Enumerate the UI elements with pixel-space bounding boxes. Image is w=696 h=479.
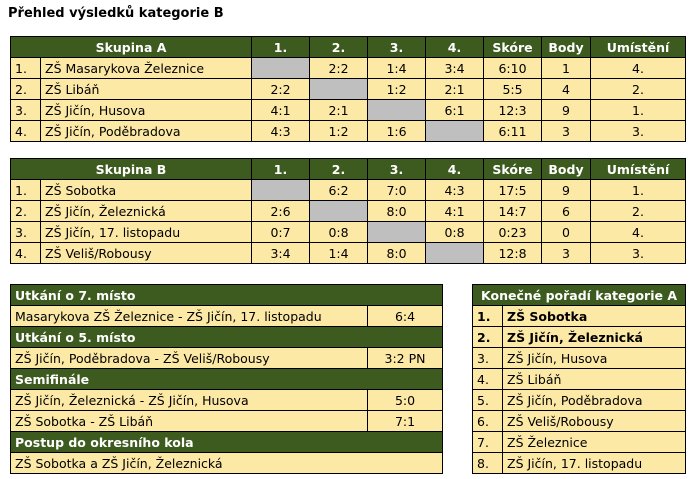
score: 6:10 <box>484 58 542 79</box>
match-result: 7:1 <box>368 411 443 432</box>
section-header: Semifinále <box>11 369 443 390</box>
match-result: 1:2 <box>310 121 368 142</box>
column-header: 2. <box>310 159 368 180</box>
match-result: 2:1 <box>310 100 368 121</box>
score: 12:8 <box>484 243 542 264</box>
match-result: 1:4 <box>368 58 426 79</box>
matches-table <box>10 284 443 474</box>
match-result: 1:6 <box>368 121 426 142</box>
match-row <box>11 390 443 411</box>
team-name: ZŠ Jičín, Husova <box>41 100 252 121</box>
standing-team: ZŠ Jičín, 17. listopadu <box>503 453 686 474</box>
column-header: 4. <box>426 159 484 180</box>
group-b-table <box>10 158 686 264</box>
column-header: Umístění <box>591 37 686 58</box>
standing-team: ZŠ Železnice <box>503 432 686 453</box>
row-number: 2. <box>11 201 41 222</box>
score: 12:3 <box>484 100 542 121</box>
team-name: ZŠ Veliš/Robousy <box>41 243 252 264</box>
section-header-row <box>11 327 443 348</box>
section-header-row <box>11 285 443 306</box>
score: 5:5 <box>484 79 542 100</box>
placement: 3. <box>591 121 686 142</box>
match-result: 3:4 <box>426 58 484 79</box>
section-header: Utkání o 7. místo <box>11 285 443 306</box>
team-name: ZŠ Jičín, Železnická <box>41 201 252 222</box>
standing-row <box>473 327 686 348</box>
match-label: ZŠ Jičín, Poděbradova - ZŠ Veliš/Robousy <box>11 348 368 369</box>
group-b-header-row <box>11 159 686 180</box>
page-title: Přehled výsledků kategorie B <box>8 6 224 21</box>
points: 9 <box>542 180 591 201</box>
score: 0:23 <box>484 222 542 243</box>
points: 1 <box>542 58 591 79</box>
table-row <box>11 201 686 222</box>
match-label: ZŠ Sobotka - ZŠ Libáň <box>11 411 368 432</box>
score: 14:7 <box>484 201 542 222</box>
table-row <box>11 121 686 142</box>
match-result: 3:2 PN <box>368 348 443 369</box>
row-number: 3. <box>11 100 41 121</box>
column-header: 3. <box>368 37 426 58</box>
match-result: 0:8 <box>310 222 368 243</box>
points: 9 <box>542 100 591 121</box>
points: 6 <box>542 201 591 222</box>
placement: 2. <box>591 201 686 222</box>
standing-row <box>473 306 686 327</box>
row-number: 1. <box>11 180 41 201</box>
match-result: 6:1 <box>426 100 484 121</box>
match-row <box>11 348 443 369</box>
group-a-body <box>11 58 686 142</box>
row-number: 1. <box>11 58 41 79</box>
row-number: 3. <box>11 222 41 243</box>
section-header: Utkání o 5. místo <box>11 327 443 348</box>
team-name: ZŠ Jičín, Poděbradova <box>41 121 252 142</box>
standing-rank: 2. <box>473 327 503 348</box>
standing-rank: 7. <box>473 432 503 453</box>
match-result: 4:1 <box>252 100 310 121</box>
standing-team: ZŠ Sobotka <box>503 306 686 327</box>
standing-team: ZŠ Jičín, Poděbradova <box>503 390 686 411</box>
row-number: 2. <box>11 79 41 100</box>
standing-rank: 8. <box>473 453 503 474</box>
final-standings-table <box>472 284 686 474</box>
section-header-row <box>11 432 443 453</box>
group-name: Skupina B <box>11 159 252 180</box>
match-result: 7:0 <box>368 180 426 201</box>
section-header: Postup do okresního kola <box>11 432 443 453</box>
standing-team: ZŠ Veliš/Robousy <box>503 411 686 432</box>
empty-cell <box>426 121 484 142</box>
match-result: 6:4 <box>368 306 443 327</box>
table-row <box>11 180 686 201</box>
column-header: Body <box>542 159 591 180</box>
group-a-table <box>10 36 686 142</box>
section-header-row <box>11 369 443 390</box>
empty-cell <box>310 79 368 100</box>
match-result: 2:6 <box>252 201 310 222</box>
row-number: 4. <box>11 121 41 142</box>
column-header: Body <box>542 37 591 58</box>
placement: 2. <box>591 79 686 100</box>
standing-row <box>473 453 686 474</box>
points: 0 <box>542 222 591 243</box>
column-header: 1. <box>252 37 310 58</box>
standing-row <box>473 348 686 369</box>
placement: 4. <box>591 222 686 243</box>
points: 3 <box>542 121 591 142</box>
empty-cell <box>310 201 368 222</box>
match-result: 0:7 <box>252 222 310 243</box>
match-result: 0:8 <box>426 222 484 243</box>
match-row <box>11 453 443 474</box>
match-result: 4:1 <box>426 201 484 222</box>
column-header: Skóre <box>484 37 542 58</box>
column-header: 1. <box>252 159 310 180</box>
match-result: 4:3 <box>426 180 484 201</box>
match-result: 8:0 <box>368 201 426 222</box>
table-row <box>11 222 686 243</box>
match-result: 2:2 <box>252 79 310 100</box>
score: 17:5 <box>484 180 542 201</box>
placement: 1. <box>591 180 686 201</box>
table-row <box>11 100 686 121</box>
standing-rank: 1. <box>473 306 503 327</box>
empty-cell <box>252 58 310 79</box>
matches-body <box>11 285 443 474</box>
points: 4 <box>542 79 591 100</box>
standing-row <box>473 411 686 432</box>
placement: 1. <box>591 100 686 121</box>
points: 3 <box>542 243 591 264</box>
final-standings-body <box>473 306 686 474</box>
table-row <box>11 79 686 100</box>
match-result: 3:4 <box>252 243 310 264</box>
placement: 4. <box>591 58 686 79</box>
standing-rank: 5. <box>473 390 503 411</box>
final-standings-header: Konečné pořadí kategorie A <box>473 285 686 306</box>
empty-cell <box>368 100 426 121</box>
match-result: 1:4 <box>310 243 368 264</box>
table-row <box>11 243 686 264</box>
standing-rank: 6. <box>473 411 503 432</box>
standing-rank: 4. <box>473 369 503 390</box>
match-result: 1:2 <box>368 79 426 100</box>
column-header: 3. <box>368 159 426 180</box>
match-result: 4:3 <box>252 121 310 142</box>
match-label: ZŠ Jičín, Železnická - ZŠ Jičín, Husova <box>11 390 368 411</box>
standing-team: ZŠ Jičín, Železnická <box>503 327 686 348</box>
standing-team: ZŠ Jičín, Husova <box>503 348 686 369</box>
column-header: Umístění <box>591 159 686 180</box>
match-label: ZŠ Sobotka a ZŠ Jičín, Železnická <box>11 453 443 474</box>
group-name: Skupina A <box>11 37 252 58</box>
match-row <box>11 306 443 327</box>
match-result: 5:0 <box>368 390 443 411</box>
match-result: 8:0 <box>368 243 426 264</box>
group-b-body <box>11 180 686 264</box>
team-name: ZŠ Jičín, 17. listopadu <box>41 222 252 243</box>
column-header: 4. <box>426 37 484 58</box>
team-name: ZŠ Libáň <box>41 79 252 100</box>
group-a-header-row <box>11 37 686 58</box>
standing-team: ZŠ Libáň <box>503 369 686 390</box>
match-row <box>11 411 443 432</box>
standing-row <box>473 369 686 390</box>
team-name: ZŠ Sobotka <box>41 180 252 201</box>
match-result: 6:2 <box>310 180 368 201</box>
placement: 3. <box>591 243 686 264</box>
column-header: Skóre <box>484 159 542 180</box>
match-result: 2:1 <box>426 79 484 100</box>
empty-cell <box>426 243 484 264</box>
standing-row <box>473 432 686 453</box>
standing-row <box>473 390 686 411</box>
empty-cell <box>252 180 310 201</box>
empty-cell <box>368 222 426 243</box>
table-row <box>11 58 686 79</box>
score: 6:11 <box>484 121 542 142</box>
match-label: Masarykova ZŠ Železnice - ZŠ Jičín, 17. listopadu <box>11 306 368 327</box>
team-name: ZŠ Masarykova Železnice <box>41 58 252 79</box>
row-number: 4. <box>11 243 41 264</box>
standing-rank: 3. <box>473 348 503 369</box>
column-header: 2. <box>310 37 368 58</box>
match-result: 2:2 <box>310 58 368 79</box>
